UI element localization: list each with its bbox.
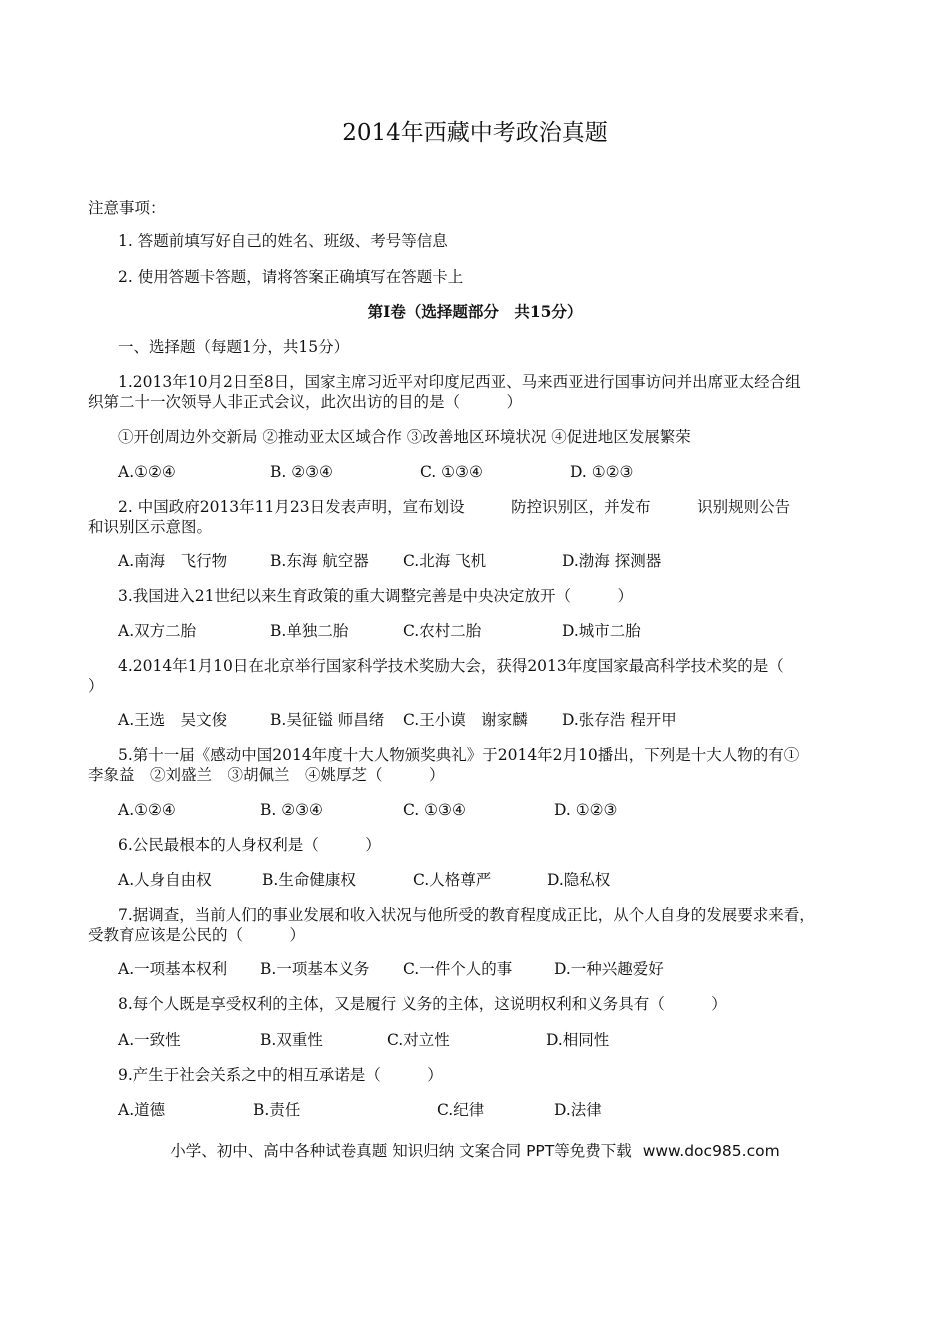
- option-a: A.①②④: [118, 801, 176, 819]
- footer-banner: [0, 1140, 950, 1162]
- option-a: A.道德: [118, 1101, 166, 1119]
- option-b: B.生命健康权: [262, 871, 356, 889]
- option-b: B.责任: [253, 1101, 301, 1119]
- option-c: C.王小谟 谢家麟: [403, 711, 528, 729]
- part-heading: 一、选择题（每题1分，共15分）: [118, 338, 350, 356]
- question-stem: 7.据调查，当前人们的事业发展和收入状况与他所受的教育程度成正比，从个人自身的发展要求来看，: [118, 906, 815, 924]
- option-d: D.隐私权: [547, 871, 611, 889]
- option-c: C.北海 飞机: [403, 552, 487, 570]
- option-b: B.一项基本义务: [260, 960, 370, 978]
- question-stem: 4.2014年1月10日在北京举行国家科学技术奖励大会，获得2013年度国家最高科学技术奖的是（: [118, 657, 784, 675]
- option-a: A.①②④: [118, 463, 176, 481]
- question-stem-cont: 和识别区示意图。: [88, 518, 213, 536]
- option-d: D.张存浩 程开甲: [562, 711, 677, 729]
- option-c: C.一件个人的事: [403, 960, 513, 978]
- option-d: D.一种兴趣爱好: [554, 960, 664, 978]
- option-c: C.农村二胎: [403, 622, 482, 640]
- option-b: B.东海 航空器: [270, 552, 369, 570]
- option-b: B. ②③④: [270, 463, 333, 481]
- question-stem-cont: ）: [88, 677, 104, 695]
- option-d: D.渤海 探测器: [562, 552, 662, 570]
- question-stem-cont: 受教育应该是公民的（ ）: [88, 926, 306, 944]
- option-d: D.城市二胎: [562, 622, 641, 640]
- option-d: D. ①②③: [554, 801, 618, 819]
- option-d: D.法律: [554, 1101, 602, 1119]
- question-stem-cont: 李象益 ②刘盛兰 ③胡佩兰 ④姚厚芝（ ）: [88, 766, 445, 784]
- option-b: B. ②③④: [260, 801, 323, 819]
- question-stem: 1.2013年10月2日至8日，国家主席习近平对印度尼西亚、马来西亚进行国事访问并出席亚太经合组: [118, 373, 801, 391]
- option-c: C.对立性: [387, 1031, 450, 1049]
- option-a: A.王选 吴文俊: [118, 711, 228, 729]
- question-stem: 3.我国进入21世纪以来生育政策的重大调整完善是中央决定放开（ ）: [118, 587, 634, 605]
- option-c: C. ①③④: [403, 801, 466, 819]
- question-stem: 2. 中国政府2013年11月23日发表声明，宣布划设 防控识别区，并发布 识别规则公告: [118, 498, 791, 516]
- option-d: D. ①②③: [570, 463, 634, 481]
- option-c: C. ①③④: [420, 463, 483, 481]
- option-d: D.相同性: [546, 1031, 610, 1049]
- option-c: C.纪律: [437, 1101, 485, 1119]
- option-a: A.一致性: [118, 1031, 181, 1049]
- question-stem-cont: 织第二十一次领导人非正式会议，此次出访的目的是（ ）: [88, 393, 523, 411]
- option-a: A.南海 飞行物: [118, 552, 228, 570]
- option-a: A.一项基本权利: [118, 960, 228, 978]
- question-sub-items: ①开创周边外交新局 ②推动亚太区域合作 ③改善地区环境状况 ④促进地区发展繁荣: [118, 428, 691, 446]
- footer-text: 小学、初中、高中各种试卷真题 知识归纳 文案合同 PPT等免费下载: [170, 1142, 632, 1160]
- notice-item: 2. 使用答题卡答题，请将答案正确填写在答题卡上: [118, 268, 464, 286]
- page-title: 2014年西藏中考政治真题: [342, 120, 608, 146]
- option-a: A.人身自由权: [118, 871, 212, 889]
- question-stem: 8.每个人既是享受权利的主体，又是履行 义务的主体，这说明权利和义务具有（ ）: [118, 995, 727, 1013]
- notice-item: 1. 答题前填写好自己的姓名、班级、考号等信息: [118, 232, 448, 250]
- question-stem: 6.公民最根本的人身权利是（ ）: [118, 836, 381, 854]
- question-stem: 5.第十一届《感动中国2014年度十大人物颁奖典礼》于2014年2月10播出，下列是十大人物的有①: [118, 746, 800, 764]
- section-title: 第Ⅰ卷（选择题部分 共15分）: [367, 302, 583, 321]
- option-c: C.人格尊严: [413, 871, 492, 889]
- option-b: B.吴征镒 师昌绪: [270, 711, 385, 729]
- option-b: B.单独二胎: [270, 622, 349, 640]
- notice-heading: 注意事项：: [88, 199, 166, 217]
- footer-link[interactable]: www.doc985.com: [642, 1142, 780, 1160]
- question-stem: 9.产生于社会关系之中的相互承诺是（ ）: [118, 1066, 443, 1084]
- option-a: A.双方二胎: [118, 622, 197, 640]
- option-b: B.双重性: [260, 1031, 323, 1049]
